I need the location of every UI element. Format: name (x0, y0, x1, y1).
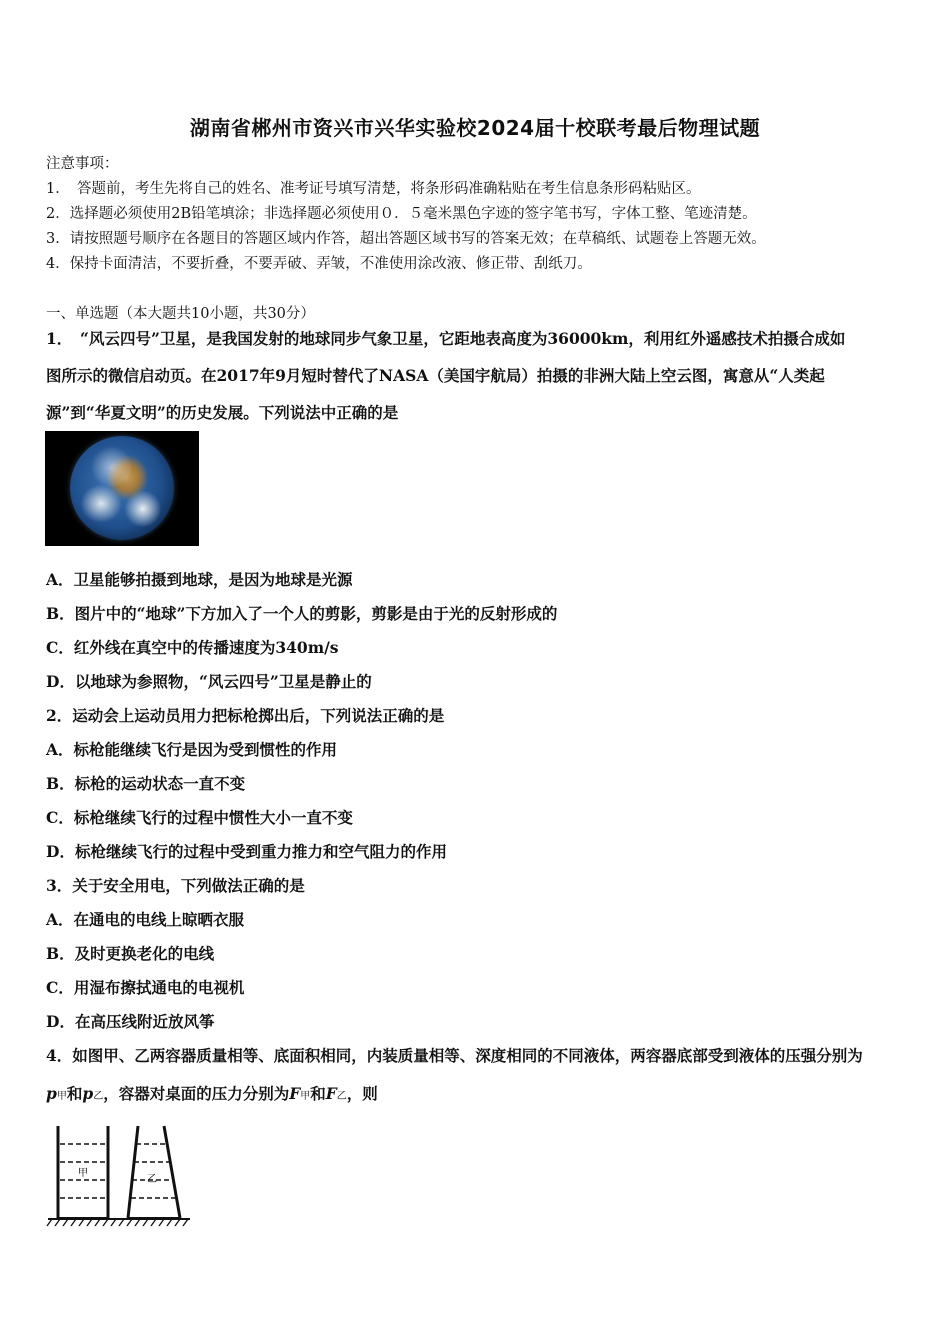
q4-and-1: 和 (66, 1084, 83, 1103)
table-surface (47, 1219, 190, 1226)
q4-f-symbol: F (289, 1084, 301, 1103)
container-jia (58, 1126, 108, 1218)
q2-option-b: B．标枪的运动状态一直不变 (46, 774, 246, 793)
q4-line-2 (46, 1082, 378, 1104)
q3-option-d: D．在高压线附近放风筝 (46, 1012, 215, 1031)
q1-option-d: D．以地球为参照物，“风云四号”卫星是静止的 (46, 672, 372, 691)
label-jia: 甲 (78, 1168, 88, 1179)
q3-option-c: C．用湿布擦拭通电的电视机 (46, 978, 245, 997)
notice-heading: 注意事项： (46, 156, 119, 172)
q4-f-sub-yi: 乙 (336, 1091, 347, 1102)
q1-line-2: 图所示的微信启动页。在2017年9月短时替代了NASA（美国宇航局）拍摄的非洲大陆上空云图，寓意从“人类起 (46, 366, 825, 385)
q1-line-3: 源”到“华夏文明”的历史发展。下列说法中正确的是 (46, 403, 399, 422)
label-yi: 乙 (147, 1174, 157, 1185)
q1-option-c: C．红外线在真空中的传播速度为340m/s (46, 638, 339, 657)
q4-f-symbol-2: F (325, 1084, 337, 1103)
notice-item-4: 4．保持卡面清洁，不要折叠，不要弄破、弄皱，不准使用涂改液、修正带、刮纸刀。 (46, 256, 592, 272)
q4-p-sub-jia: 甲 (56, 1091, 67, 1102)
q2-option-c: C．标枪继续飞行的过程中惯性大小一直不变 (46, 808, 353, 827)
q2-stem: 2．运动会上运动员用力把标枪掷出后，下列说法正确的是 (46, 706, 445, 725)
q1-option-b: B．图片中的“地球”下方加入了一个人的剪影，剪影是由于光的反射形成的 (46, 604, 558, 623)
q3-stem: 3．关于安全用电，下列做法正确的是 (46, 876, 305, 895)
notice-item-3: 3．请按照题号顺序在各题目的答题区域内作答，超出答题区域书写的答案无效；在草稿纸、试题卷上答题无效。 (46, 231, 766, 247)
q4-f-sub-jia: 甲 (300, 1091, 311, 1102)
q1-line-1: 1． “风云四号”卫星，是我国发射的地球同步气象卫星，它距地表高度为36000km，利用红外遥感技术拍摄合成如 (46, 329, 846, 348)
containers-diagram (46, 1120, 196, 1230)
earth-image (45, 431, 199, 546)
notice-item-2: 2．选择题必须使用2B铅笔填涂；非选择题必须使用０．５毫米黑色字迹的签字笔书写，字体工整、笔迹清楚。 (46, 206, 757, 222)
q4-p-sub-yi: 乙 (93, 1091, 104, 1102)
q4-and-2: 和 (310, 1084, 326, 1103)
q3-option-b: B．及时更换老化的电线 (46, 944, 215, 963)
section-heading: 一、单选题（本大题共10小题，共30分） (46, 306, 315, 322)
q4-p-symbol: p (46, 1084, 57, 1103)
q4-mid-text: ，容器对桌面的压力分别为 (103, 1084, 290, 1103)
q4-end-text: ，则 (346, 1084, 378, 1103)
q4-p-symbol-2: p (82, 1084, 94, 1103)
q2-option-d: D．标枪继续飞行的过程中受到重力推力和空气阻力的作用 (46, 842, 447, 861)
q4-stem: 4．如图甲、乙两容器质量相等、底面积相同，内装质量相等、深度相同的不同液体，两容器底部受到液体的压强分别为 (46, 1046, 863, 1065)
page-title: 湖南省郴州市资兴市兴华实验校2024届十校联考最后物理试题 (189, 116, 761, 140)
q2-option-a: A．标枪能继续飞行是因为受到惯性的作用 (46, 740, 338, 759)
earth-globe (70, 436, 174, 540)
q1-option-a: A．卫星能够拍摄到地球，是因为地球是光源 (46, 570, 353, 589)
container-yi (128, 1126, 180, 1218)
notice-item-1: 1． 答题前，考生先将自己的姓名、准考证号填写清楚，将条形码准确粘贴在考生信息条形码粘贴区。 (46, 181, 701, 197)
q3-option-a: A．在通电的电线上晾晒衣服 (46, 910, 245, 929)
